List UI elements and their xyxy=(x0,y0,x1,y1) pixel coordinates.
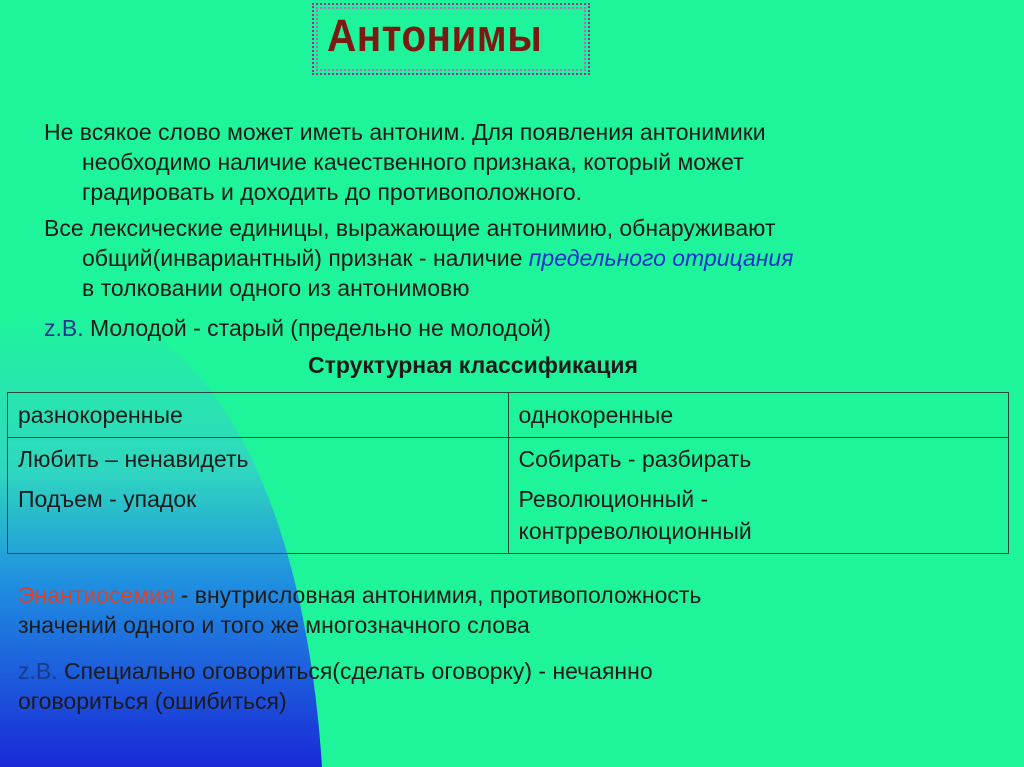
paragraph-line: в толковании одного из антонимовю xyxy=(82,275,470,301)
term-label: Энантиосемия xyxy=(18,582,175,608)
paragraph-text: общий(инвариантный) признак - наличие xyxy=(82,245,529,271)
definition-paragraph xyxy=(44,117,1004,207)
header-cell-different-roots: разнокоренные xyxy=(8,393,509,438)
example-paragraph xyxy=(44,313,1004,343)
table-header-row xyxy=(8,393,1009,438)
example-paragraph-2 xyxy=(18,656,1008,716)
list-item: Подъем - упадок xyxy=(18,486,197,512)
paragraph-line: градировать и доходить до противоположного. xyxy=(82,179,583,205)
table-row xyxy=(8,438,1009,554)
paragraph-line xyxy=(18,580,1008,610)
example-text: Специально оговориться(сделать оговорку) - нечаянно xyxy=(57,658,653,684)
paragraph-line: оговориться (ошибиться) xyxy=(18,688,287,714)
list-item: Любить – ненавидеть xyxy=(18,446,249,472)
list-item: Революционный - xyxy=(518,486,709,512)
highlighted-term: предельного отрицания xyxy=(528,245,794,271)
section-heading: Структурная классификация xyxy=(308,352,638,378)
list-item: контрреволюционный xyxy=(518,518,752,544)
enantiosemy-paragraph xyxy=(18,580,1008,640)
example-text: Молодой - старый (предельно не молодой) xyxy=(83,315,551,341)
example-prefix: z.B. xyxy=(18,658,58,684)
paragraph-line: Не всякое слово может иметь антоним. Для появления антонимики xyxy=(44,119,766,145)
paragraph-line: Все лексические единицы, выражающие антонимию, обнаруживают xyxy=(44,215,776,241)
paragraph-line xyxy=(44,243,1004,273)
paragraph-text: - внутрисловная антонимия, противоположность xyxy=(174,582,702,608)
paragraph-line xyxy=(18,656,1008,686)
paragraph-line: значений одного и того же многозначного слова xyxy=(18,612,530,638)
paragraph-line: необходимо наличие качественного признака, который может xyxy=(82,149,744,175)
invariant-feature-paragraph xyxy=(44,213,1004,303)
page-title: Антонимы xyxy=(327,10,543,61)
table-cell-left xyxy=(8,438,509,554)
list-item: Собирать - разбирать xyxy=(518,446,752,472)
table-cell-right xyxy=(508,438,1009,554)
header-cell-same-roots: однокоренные xyxy=(508,393,1009,438)
example-prefix: z.B. xyxy=(44,315,84,341)
classification-table xyxy=(7,392,1009,554)
